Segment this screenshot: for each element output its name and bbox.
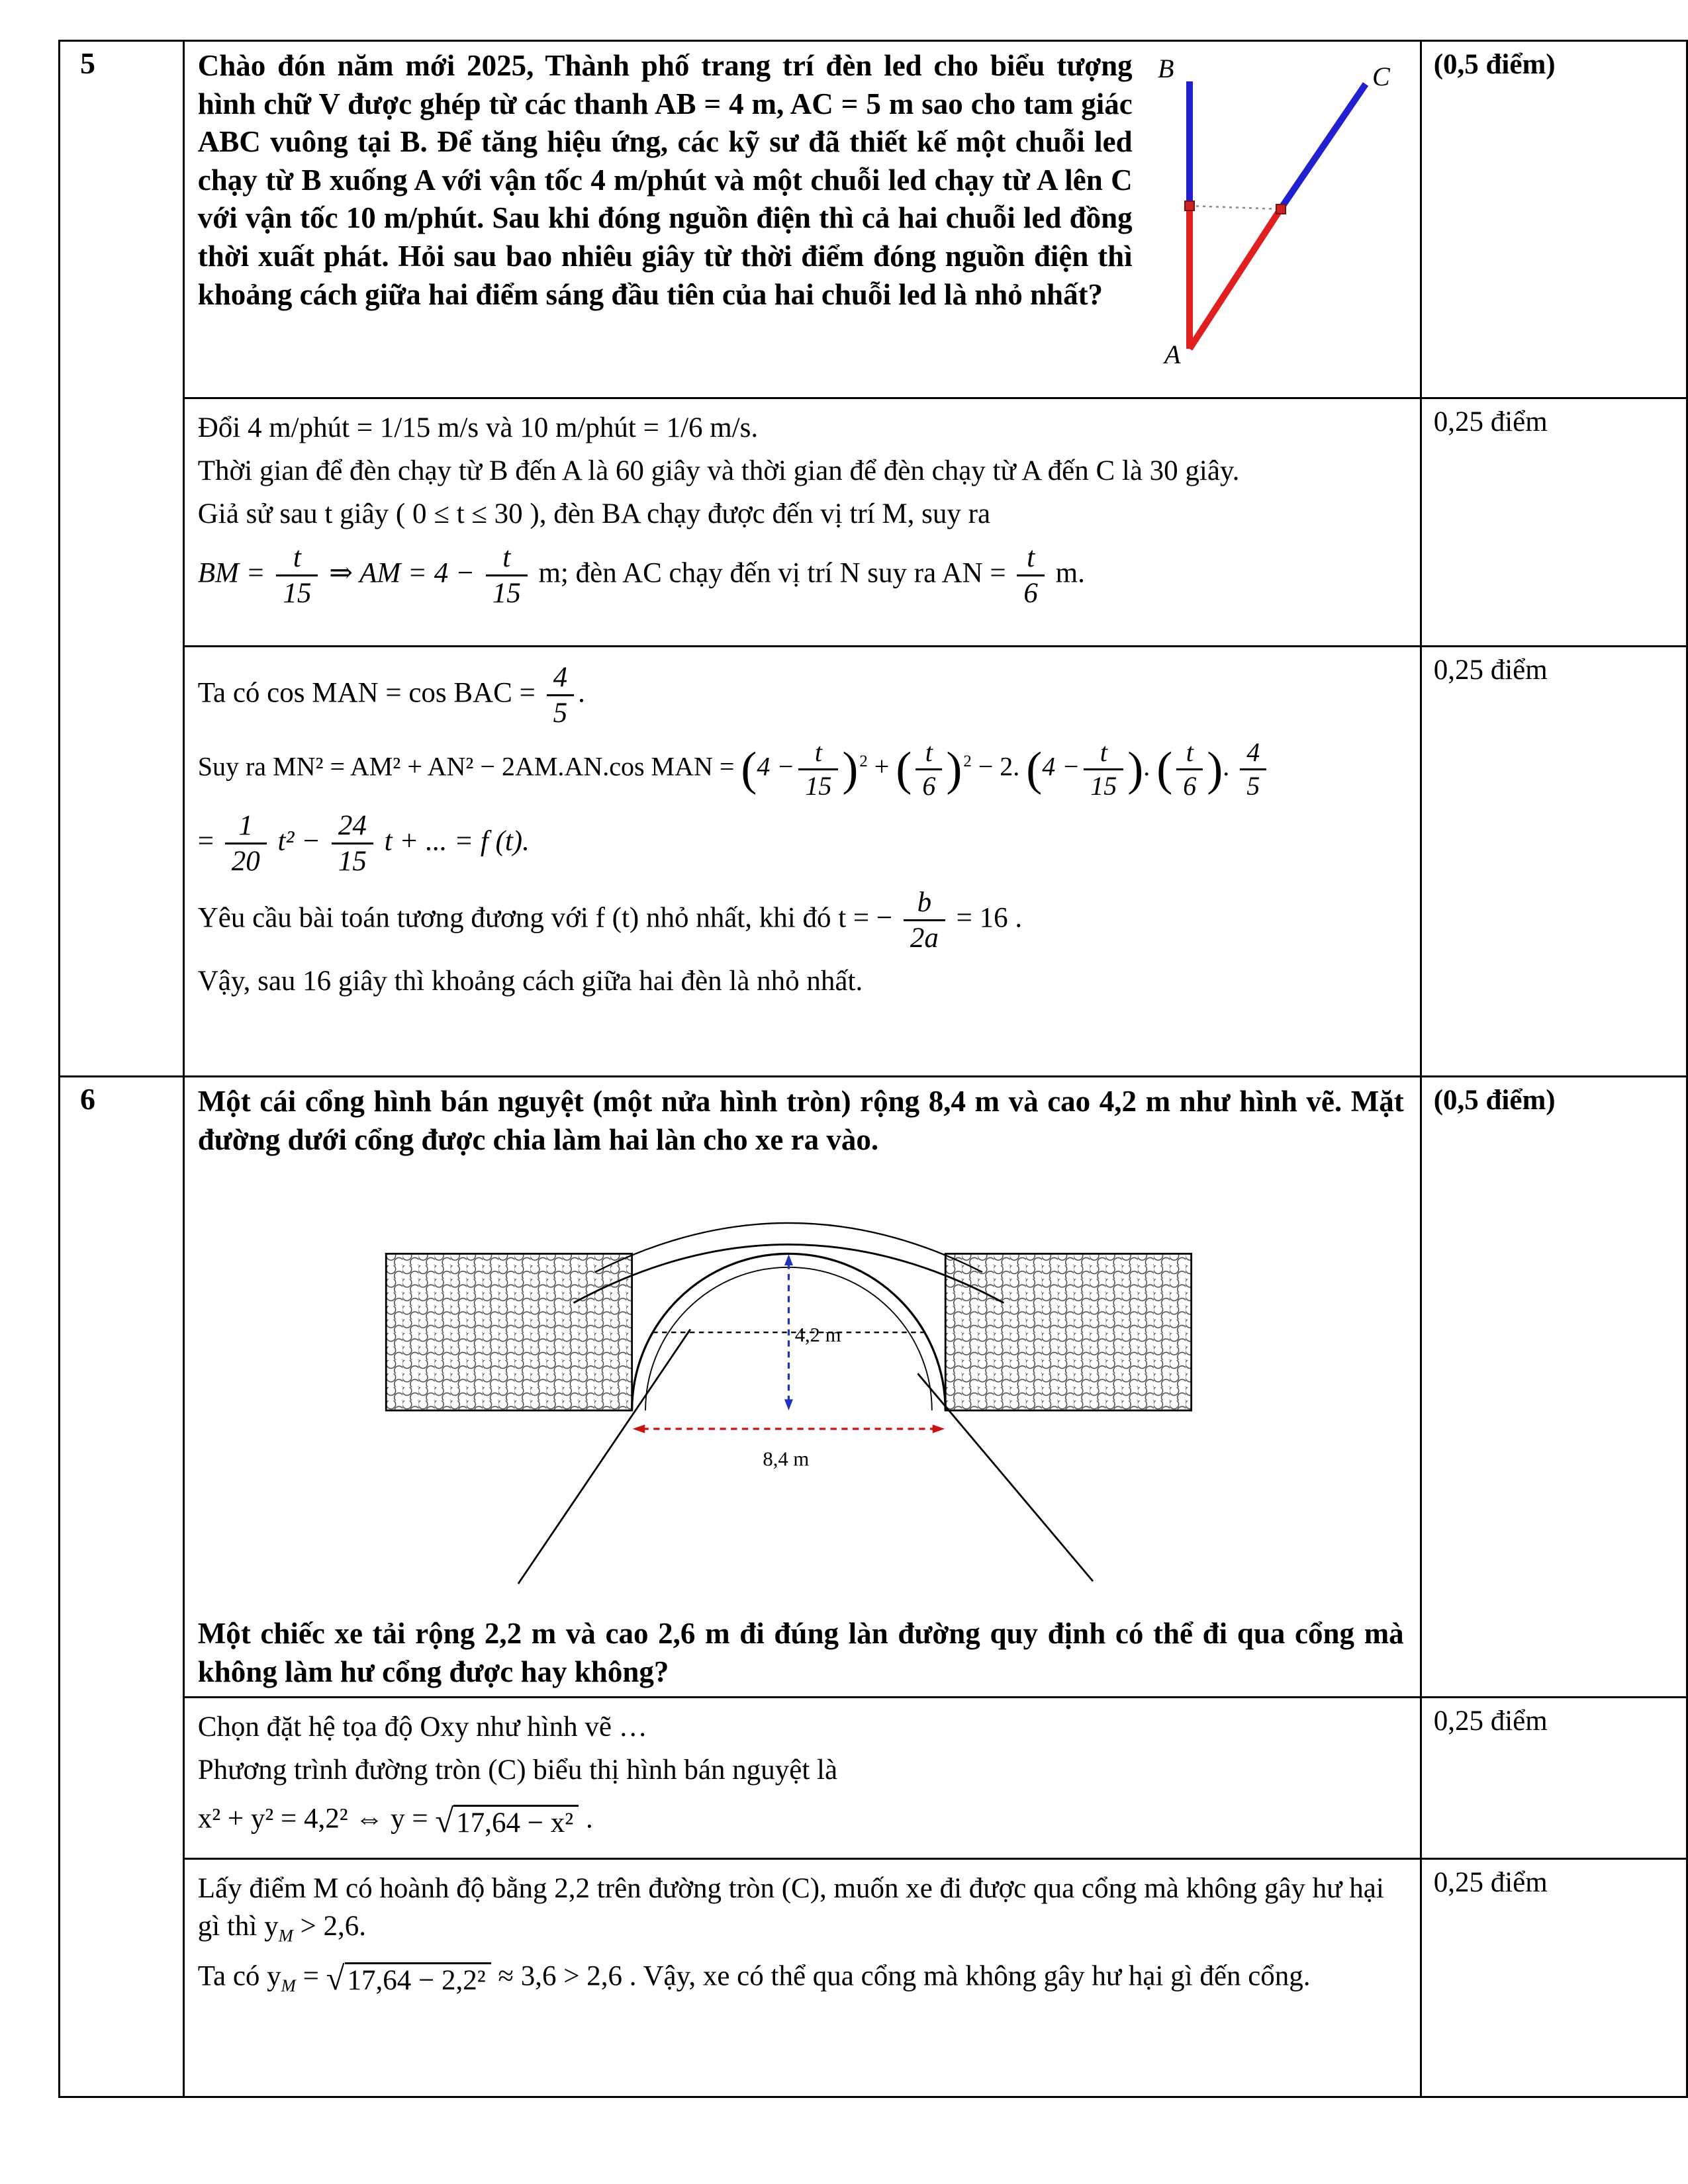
problem5-points-cell: [1421, 41, 1687, 398]
problem5-solution1-row: [60, 398, 1687, 647]
numerator: 24: [332, 810, 373, 844]
denominator: 15: [283, 578, 312, 610]
numerator: 4: [1240, 738, 1266, 770]
problem5-solution1-points-cell: [1421, 398, 1687, 647]
problem6-statement-cell: [183, 1077, 1421, 1698]
points-value: 0,25 điểm: [1433, 655, 1548, 686]
radical-sign: √: [435, 1801, 454, 1839]
problem5-number: 5: [80, 46, 95, 80]
formula-segment: 4 −: [757, 751, 795, 782]
problem5-statement-row: [60, 41, 1687, 398]
formula-segment: Lấy điểm M có hoành độ bằng 2,2 trên đường tròn (C), muốn xe đi được qua cổng mà không gây hư hại gì thì y: [197, 1872, 1384, 1942]
problem6-solution2-cell: [183, 1858, 1421, 2097]
formula-segment: .: [579, 1803, 593, 1835]
formula-segment: =: [197, 825, 214, 857]
segment-N-to-C: [1281, 84, 1366, 208]
fraction: [225, 810, 267, 877]
formula-segment: = 16 .: [956, 902, 1023, 934]
solution-line: Chọn đặt hệ tọa độ Oxy như hình vẽ …: [197, 1711, 647, 1743]
formula-segment: t + ... = f (t).: [384, 825, 530, 857]
left-paren: (: [896, 742, 912, 796]
led-v-diagram: [1155, 50, 1400, 375]
problem6-number-cell: [60, 1077, 184, 2097]
right-paren: ): [946, 742, 962, 796]
gate-diagram-svg: [371, 1171, 1231, 1601]
denominator: 20: [231, 846, 260, 878]
left-wall: [386, 1254, 632, 1411]
label-C: C: [1372, 62, 1390, 91]
formula-segment: =: [295, 1960, 319, 1992]
radicand: 17,64 − x²: [453, 1805, 579, 1839]
led-v-diagram-svg: [1155, 50, 1400, 367]
numerator: b: [904, 887, 945, 921]
multiplication-dot: .: [1143, 751, 1150, 782]
square-root: [326, 1956, 491, 2001]
fraction: [1176, 738, 1203, 801]
numerator: t: [915, 738, 942, 770]
radicand: 17,64 − 2,2²: [345, 1962, 491, 1996]
problem6-solution2-points-cell: [1421, 1858, 1687, 2097]
dotted-MN-line: [1190, 206, 1281, 209]
left-paren: (: [1026, 742, 1043, 796]
height-label: 4,2 m: [794, 1324, 841, 1347]
solution-line: Thời gian để đèn chạy từ B đến A là 60 giây và thời gian để đèn chạy từ A đến C là 30 giây.: [197, 455, 1240, 486]
numerator: t: [1084, 738, 1123, 770]
square-root: [435, 1799, 579, 1843]
fraction: [1240, 738, 1266, 801]
label-A: A: [1164, 340, 1181, 367]
formula-segment: Yêu cầu bài toán tương đương với f (t) nhỏ nhất, khi đó t = −: [197, 902, 893, 934]
fraction: [904, 887, 945, 954]
problem5-solution2-cell: [183, 647, 1421, 1077]
formula-line: [198, 887, 1404, 954]
points-value: 0,25 điểm: [1433, 406, 1548, 437]
solution-line: Vậy, sau 16 giây thì khoảng cách giữa hai đèn là nhỏ nhất.: [197, 965, 863, 997]
height-arrowhead-top: [784, 1254, 793, 1265]
height-arrowhead-bottom: [784, 1400, 793, 1411]
solution-line: Đổi 4 m/phút = 1/15 m/s và 10 m/phút = 1/6 m/s.: [197, 412, 759, 443]
fraction: [1017, 542, 1045, 609]
numerator: t: [1017, 542, 1045, 576]
formula-segment: Ta có y: [197, 1960, 281, 1992]
radical-sign: √: [326, 1960, 345, 1997]
right-wall: [945, 1254, 1191, 1411]
left-paren: (: [1156, 742, 1173, 796]
width-arrowhead-right: [932, 1425, 945, 1433]
fraction: [332, 810, 373, 877]
problem6-solution1-cell: [183, 1698, 1421, 1858]
problem6-solution2-row: [60, 1858, 1687, 2097]
fraction: [276, 542, 318, 609]
formula-segment: 4 −: [1042, 751, 1080, 782]
problem5-solution2-row: [60, 647, 1687, 1077]
right-paren: ): [1207, 742, 1223, 796]
problem6-solution1-points-cell: [1421, 1698, 1687, 1858]
formula-line: [198, 1956, 1404, 2001]
problem5-statement-text: Chào đón năm mới 2025, Thành phố trang trí đèn led cho biểu tượng hình chữ V được ghép từ các thanh AB = 4 m, AC = 5 m sao cho tam giác ABC vuông tại B. Để tăng hiệu ứng, các kỹ sư đã thiết kế một chuỗi led chạy từ B xuống A với vận tốc 4 m/phút và một chuỗi led chạy từ A lên C với vận tốc 10 m/phút. Sau khi đóng nguồn điện thì cả hai chuỗi led đồng thời xuất phát. Hỏi sau bao nhiêu giây từ thời điểm đóng nguồn điện thì khoảng cách giữa hai điểm sáng đầu tiên của hai chuỗi led là nhỏ nhất?: [197, 49, 1133, 311]
fraction: [1084, 738, 1123, 801]
formula-segment: Ta có cos MAN = cos BAC =: [197, 677, 536, 709]
formula-line: [198, 1799, 1404, 1843]
denominator: 6: [1023, 578, 1038, 610]
numerator: t: [276, 542, 318, 576]
formula-line: [198, 662, 1404, 729]
right-paren: ): [842, 742, 859, 796]
points-value: 0,25 điểm: [1433, 1706, 1548, 1737]
formula-segment: t² −: [277, 825, 321, 857]
problem6-number: 6: [80, 1082, 95, 1116]
answer-table: [58, 40, 1688, 2098]
point-M-marker: [1185, 201, 1194, 210]
formula-segment: m; đèn AC chạy đến vị trí N suy ra AN =: [538, 557, 1006, 589]
fraction: [547, 662, 575, 729]
problem6-solution1-row: [60, 1698, 1687, 1858]
exponent: 2: [859, 752, 868, 770]
solution-line: Giả sử sau t giây ( 0 ≤ t ≤ 30 ), đèn BA chạy được đến vị trí M, suy ra: [197, 498, 991, 529]
formula-segment: m.: [1055, 557, 1085, 589]
numerator: t: [798, 738, 838, 770]
width-arrowhead-left: [632, 1425, 645, 1433]
denominator: 6: [922, 771, 936, 801]
formula-line: [198, 542, 1404, 609]
denominator: 5: [1246, 771, 1260, 801]
problem6-statement-text: Một cái cổng hình bán nguyệt (một nửa hình tròn) rộng 8,4 m và cao 4,2 m như hình vẽ. Mặt đường dưới cổng được chia làm hai làn cho xe ra vào.: [197, 1085, 1404, 1156]
subscript-M: M: [278, 1925, 293, 1946]
formula-line: [198, 810, 1404, 877]
formula-segment: x² + y² = 4,2² ⇔ y =: [197, 1803, 428, 1835]
formula-segment: BM =: [197, 557, 265, 589]
denominator: 6: [1183, 771, 1197, 801]
denominator: 15: [805, 771, 832, 801]
numerator: 1: [225, 810, 267, 844]
numerator: t: [1176, 738, 1203, 770]
fraction: [798, 738, 838, 801]
exponent: 2: [963, 752, 972, 770]
denominator: 2a: [910, 922, 939, 954]
label-B: B: [1157, 54, 1174, 83]
fraction: [915, 738, 942, 801]
left-paren: (: [741, 742, 757, 796]
fraction: [486, 542, 528, 609]
formula-segment: +: [874, 751, 890, 782]
denominator: 5: [553, 698, 568, 729]
formula-segment: − 2.: [978, 751, 1020, 782]
problem5-solution1-cell: [183, 398, 1421, 647]
formula-segment: ≈ 3,6 > 2,6 . Vậy, xe có thể qua cổng mà không gây hư hại gì đến cổng.: [491, 1960, 1311, 1992]
numerator: t: [486, 542, 528, 576]
subscript-M: M: [281, 1976, 296, 1996]
solution-line: [198, 1870, 1404, 1948]
formula-segment: > 2,6.: [293, 1910, 367, 1942]
denominator: 15: [338, 846, 367, 878]
points-value: (0,5 điểm): [1433, 49, 1556, 80]
problem6-statement-row: [60, 1077, 1687, 1698]
formula-line: [198, 738, 1404, 801]
formula-segment: Suy ra MN² = AM² + AN² − 2AM.AN.cos MAN =: [197, 751, 735, 782]
problem6-points-cell: [1421, 1077, 1687, 1698]
solution-line: Phương trình đường tròn (C) biểu thị hình bán nguyệt là: [197, 1754, 838, 1786]
formula-segment: .: [578, 677, 585, 709]
problem5-statement-cell: [183, 41, 1421, 398]
problem5-number-cell: [60, 41, 184, 1077]
denominator: 15: [492, 578, 521, 610]
right-paren: ): [1127, 742, 1144, 796]
gate-diagram: [198, 1171, 1404, 1608]
segment-A-to-N: [1190, 208, 1281, 349]
formula-segment: ⇒ AM = 4 −: [329, 557, 475, 589]
points-value: 0,25 điểm: [1433, 1866, 1548, 1898]
width-label: 8,4 m: [763, 1447, 809, 1471]
problem6-question-text: Một chiếc xe tải rộng 2,2 m và cao 2,6 m đi đúng làn đường quy định có thể đi qua cổng mà không làm hư cổng được hay không?: [197, 1617, 1404, 1688]
multiplication-dot: .: [1223, 751, 1230, 782]
denominator: 15: [1090, 771, 1117, 801]
numerator: 4: [547, 662, 575, 696]
point-N-marker: [1276, 205, 1286, 214]
problem5-solution2-points-cell: [1421, 647, 1687, 1077]
points-value: (0,5 điểm): [1433, 1085, 1556, 1116]
